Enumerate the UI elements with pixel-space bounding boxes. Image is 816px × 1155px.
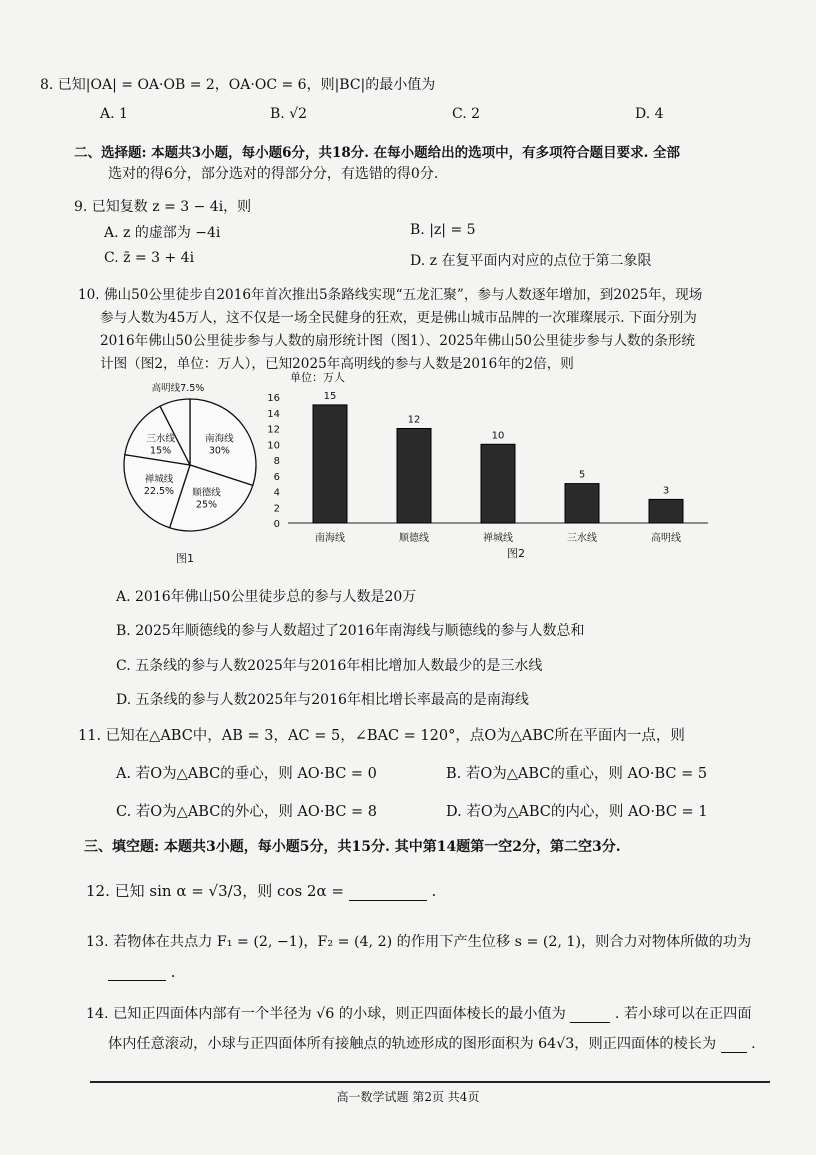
q13-line2 xyxy=(108,963,176,981)
bar-category-label-三水线: 三水线 xyxy=(567,533,597,544)
q12-suffix: . xyxy=(431,882,437,900)
q14-line2a: 体内任意滚动，小球与正四面体所有接触点的轨迹形成的图形面积为 64√3，则正四面体的棱长为 xyxy=(108,1036,717,1052)
q14-line1 xyxy=(86,1003,752,1023)
q13-answer-blank[interactable] xyxy=(108,966,166,981)
bar-value-label-南海线: 15 xyxy=(323,390,337,402)
bar-category-label-顺德线: 顺德线 xyxy=(399,533,429,544)
q11-stem: 11. 已知在△ABC中，AB = 3，AC = 5，∠BAC = 120°，点O为△ABC所在平面内一点，则 xyxy=(78,728,685,744)
q13-suffix: . xyxy=(170,963,176,981)
bar-category-label-南海线: 南海线 xyxy=(315,533,345,544)
pie-label-顺德线: 顺德线 25% xyxy=(192,487,221,511)
bar-ytick-10: 10 xyxy=(267,440,280,452)
bar-ytick-2: 2 xyxy=(273,503,280,515)
q10-option-d: D. 五条线的参与人数2025年与2016年相比增长率最高的是南海线 xyxy=(116,692,529,708)
q14-answer-blank-1[interactable] xyxy=(570,1008,610,1023)
bar-category-label-高明线: 高明线 xyxy=(651,533,681,544)
pie-label-三水线: 三水线 15% xyxy=(146,433,175,457)
bar-禅城线 xyxy=(481,444,515,523)
pie-label-南海线: 南海线 30% xyxy=(205,433,234,457)
bar-value-label-高明线: 3 xyxy=(662,485,670,497)
footer-rule xyxy=(90,1081,770,1083)
q10-option-c: C. 五条线的参与人数2025年与2016年相比增加人数最少的是三水线 xyxy=(116,658,543,674)
q11-option-c: C. 若O为△ABC的外心，则 AO·BC = 8 xyxy=(116,804,378,820)
q9-option-d: D. z 在复平面内对应的点位于第二象限 xyxy=(410,253,652,269)
q9-option-b: B. |z| = 5 xyxy=(410,222,476,238)
bar-ytick-6: 6 xyxy=(273,471,280,483)
q12-prefix: 12. 已知 sin α = √3/3，则 cos 2α = xyxy=(86,882,344,900)
pie-caption: 图1 xyxy=(176,552,194,565)
q12-line xyxy=(86,880,436,901)
bar-unit-label: 单位：万人 xyxy=(290,371,345,384)
q9-stem: 9. 已知复数 z = 3 − 4i，则 xyxy=(74,199,252,215)
section3-line: 三、填空题: 本题共3小题，每小题5分，共15分. 其中第14题第一空2分，第二空3分. xyxy=(84,839,621,855)
bar-ytick-14: 14 xyxy=(267,408,280,420)
bar-ytick-4: 4 xyxy=(273,487,280,499)
pie-chart-svg xyxy=(115,383,265,570)
q14-line1b: . 若小球可以在正四面 xyxy=(614,1006,752,1022)
bar-南海线 xyxy=(313,405,347,523)
section2-line2: 选对的得6分，部分选对的得部分分，有选错的得0分. xyxy=(108,166,439,182)
q8-option-c: C. 2 xyxy=(452,106,481,122)
q10-line1: 10. 佛山50公里徒步自2016年首次推出5条路线实现“五龙汇聚”，参与人数逐年增加，到2025年，现场 xyxy=(78,287,703,303)
bar-chart-svg xyxy=(250,365,720,570)
bar-高明线 xyxy=(649,499,683,523)
q13-line1: 13. 若物体在共点力 F₁ = (2, −1)，F₂ = (4, 2) 的作用下产生位移 s = (2, 1)，则合力对物体所做的功为 xyxy=(86,934,752,950)
bar-ytick-16: 16 xyxy=(267,393,280,404)
bar-ytick-8: 8 xyxy=(273,456,280,467)
q9-option-c: C. z̄ = 3 + 4i xyxy=(104,250,195,266)
q12-answer-blank[interactable] xyxy=(349,886,427,901)
bar-三水线 xyxy=(565,484,599,523)
q11-option-b: B. 若O为△ABC的重心，则 AO·BC = 5 xyxy=(446,766,708,782)
q8-option-b: B. √2 xyxy=(270,106,308,122)
bar-顺德线 xyxy=(397,429,431,524)
pie-label-禅城线: 禅城线 22.5% xyxy=(143,474,175,497)
bar-caption: 图2 xyxy=(507,547,525,560)
bar-chart xyxy=(250,365,720,570)
q8-stem: 8. 已知|OA| = OA·OB = 2，OA·OC = 6，则|BC|的最小值为 xyxy=(40,77,436,93)
q10-line3: 2016年佛山50公里徒步参与人数的扇形统计图（图1）、2025年佛山50公里徒步参与人数的条形统 xyxy=(100,333,696,349)
bar-value-label-顺德线: 12 xyxy=(407,414,421,426)
page-footer: 高一数学试题 第2页 共4页 xyxy=(336,1090,480,1104)
q14-answer-blank-2[interactable] xyxy=(721,1038,747,1053)
pie-chart xyxy=(115,383,265,570)
bar-value-label-三水线: 5 xyxy=(578,469,586,481)
q8-option-d: D. 4 xyxy=(635,106,664,122)
q10-line2: 参与人数为45万人，这不仅是一场全民健身的狂欢，更是佛山城市品牌的一次璀璨展示. 下面分别为 xyxy=(100,310,697,326)
bar-ytick-0: 0 xyxy=(273,519,280,530)
q8-option-a: A. 1 xyxy=(100,106,128,122)
q11-option-d: D. 若O为△ABC的内心，则 AO·BC = 1 xyxy=(446,804,708,820)
q9-option-a: A. z 的虚部为 −4i xyxy=(104,225,221,241)
pie-label-高明线: 高明线7.5% xyxy=(151,383,205,394)
q10-option-a: A. 2016年佛山50公里徒步总的参与人数是20万 xyxy=(116,589,417,605)
q14-line2b: . xyxy=(751,1036,756,1052)
q14-line1a: 14. 已知正四面体内部有一个半径为 √6 的小球，则正四面体棱长的最小值为 xyxy=(86,1006,566,1022)
bar-category-label-禅城线: 禅城线 xyxy=(483,533,513,544)
section2-line1: 二、选择题: 本题共3小题，每小题6分，共18分. 在每小题给出的选项中，有多项符合题目要求. 全部 xyxy=(74,145,681,161)
q14-line2 xyxy=(108,1033,756,1053)
q10-option-b: B. 2025年顺德线的参与人数超过了2016年南海线与顺德线的参与人数总和 xyxy=(116,623,585,639)
bar-value-label-禅城线: 10 xyxy=(491,430,505,442)
q10-line4: 计图（图2，单位：万人），已知2025年高明线的参与人数是2016年的2倍，则 xyxy=(100,356,574,372)
q11-option-a: A. 若O为△ABC的垂心，则 AO·BC = 0 xyxy=(116,766,377,782)
bar-ytick-12: 12 xyxy=(267,424,280,436)
